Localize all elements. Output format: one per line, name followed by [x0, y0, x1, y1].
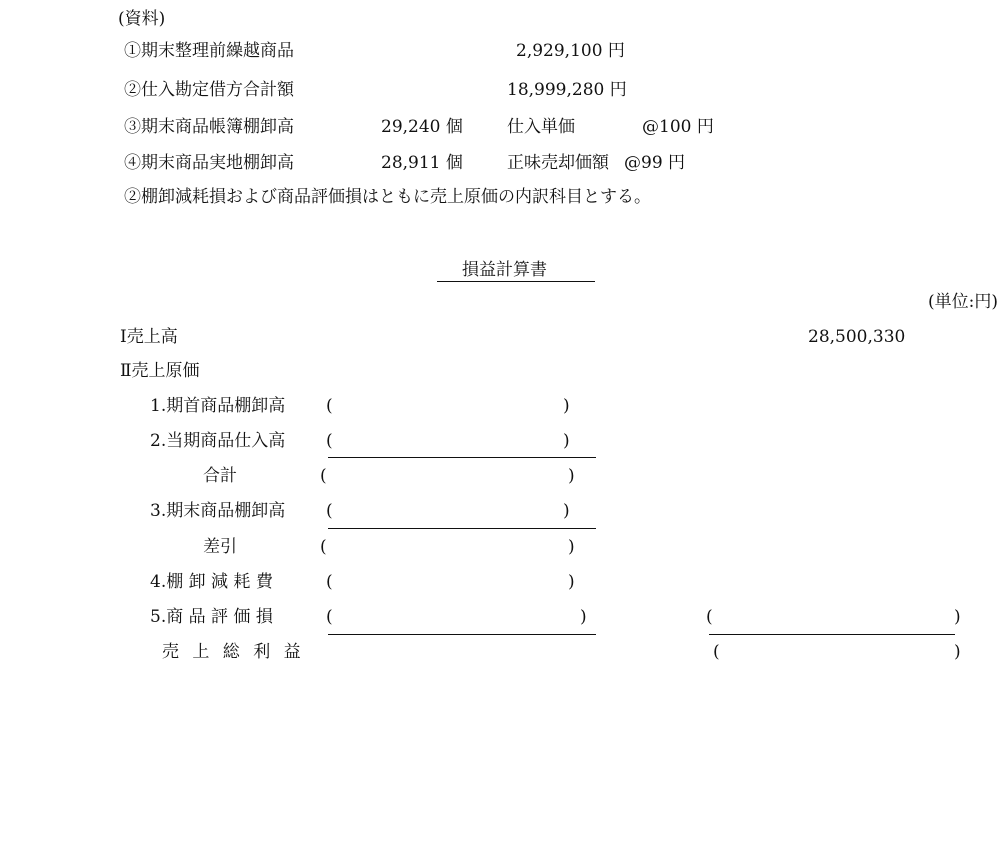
item-valuation-loss-label: 5.商 品 評 価 損 — [150, 607, 273, 627]
item-closing-inventory-open-paren: ( — [326, 501, 333, 521]
material-4-label: ④期末商品実地棚卸高 — [124, 153, 294, 173]
item-valuation-loss-close-paren: ) — [580, 607, 587, 627]
item-purchases-open-paren: ( — [326, 431, 333, 451]
sales-value: 28,500,330 — [808, 327, 906, 347]
sales-label: Ⅰ売上高 — [120, 327, 178, 347]
item-difference-close-paren: ) — [568, 537, 575, 557]
materials-heading: (資料) — [118, 9, 166, 29]
title-underline — [437, 281, 595, 282]
item-purchases-close-paren: ) — [563, 431, 570, 451]
valuation-loss-underline — [328, 634, 596, 635]
item-shrinkage-open-paren: ( — [326, 572, 333, 592]
closing-inventory-underline — [328, 528, 596, 529]
material-2-label: ②仕入勘定借方合計額 — [124, 80, 294, 100]
item-closing-inventory-close-paren: ) — [563, 501, 570, 521]
item-difference-open-paren: ( — [320, 537, 327, 557]
material-4-qty: 28,911 個 — [381, 153, 463, 173]
material-3-qty: 29,240 個 — [381, 117, 463, 137]
item-opening-inventory-close-paren: ) — [563, 396, 570, 416]
item-total-open-paren: ( — [320, 466, 327, 486]
item-valuation-loss-open-paren: ( — [326, 607, 333, 627]
material-3-label: ③期末商品帳簿棚卸高 — [124, 117, 294, 137]
item-total-close-paren: ) — [568, 466, 575, 486]
item-difference-label: 差引 — [203, 537, 237, 557]
unit-label: (単位:円) — [928, 292, 998, 312]
cogs-total-underline — [709, 634, 955, 635]
material-1-value: 2,929,100 円 — [516, 41, 625, 61]
statement-title: 損益計算書 — [462, 260, 547, 280]
item-shrinkage-close-paren: ) — [568, 572, 575, 592]
item-opening-inventory-label: 1.期首商品棚卸高 — [150, 396, 286, 416]
item-opening-inventory-open-paren: ( — [326, 396, 333, 416]
item-purchases-label: 2.当期商品仕入高 — [150, 431, 286, 451]
material-4-price: @99 円 — [624, 153, 686, 173]
item-closing-inventory-label: 3.期末商品棚卸高 — [150, 501, 286, 521]
material-2-value: 18,999,280 円 — [507, 80, 627, 100]
gross-profit-open-paren: ( — [713, 642, 720, 662]
material-3-price-label: 仕入単価 — [507, 117, 575, 137]
cogs-total-close-paren: ) — [954, 607, 961, 627]
gross-profit-label: 売 上 総 利 益 — [162, 642, 305, 662]
cogs-label: Ⅱ売上原価 — [120, 361, 200, 381]
item-shrinkage-label: 4.棚 卸 減 耗 費 — [150, 572, 273, 592]
item-total-label: 合計 — [203, 466, 237, 486]
material-1-label: ①期末整理前繰越商品 — [124, 41, 294, 61]
material-3-price: @100 円 — [642, 117, 714, 137]
cogs-total-open-paren: ( — [706, 607, 713, 627]
purchases-underline — [328, 457, 596, 458]
gross-profit-close-paren: ) — [954, 642, 961, 662]
material-4-price-label: 正味売却価額 — [507, 153, 609, 173]
material-note: ②棚卸減耗損および商品評価損はともに売上原価の内訳科目とする。 — [124, 187, 651, 207]
